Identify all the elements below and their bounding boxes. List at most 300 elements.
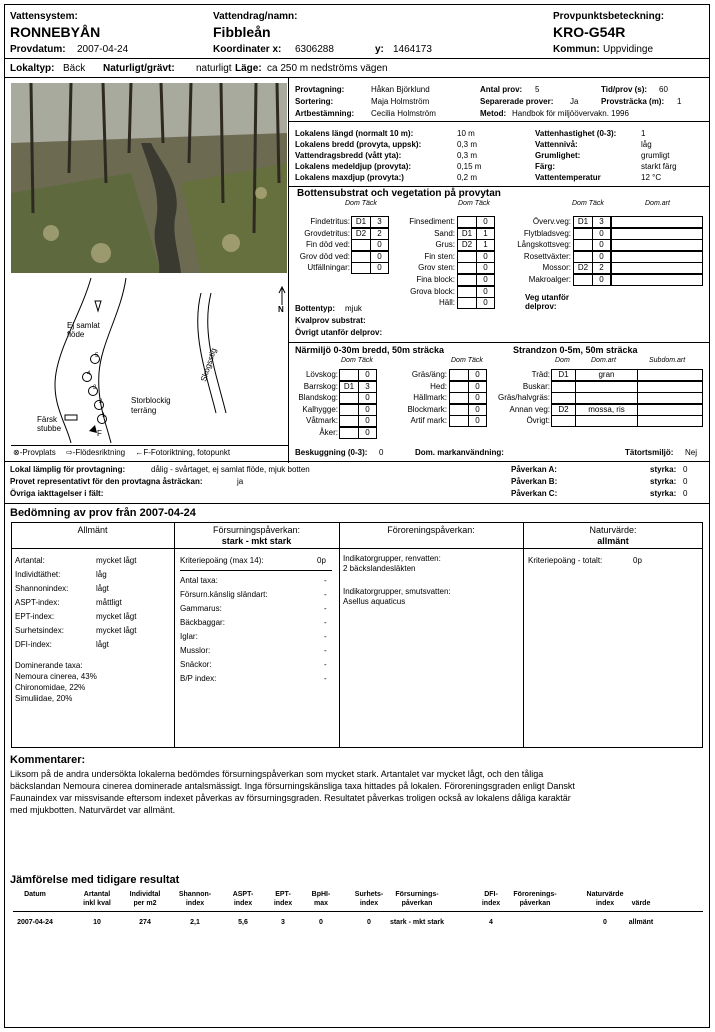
substrate-label: Flytbladsveg: bbox=[523, 228, 571, 238]
map-photo-point-label: F bbox=[97, 429, 102, 438]
vattensystem-value: RONNEBYÅN bbox=[10, 24, 101, 40]
jamf-header: Naturvärde bbox=[586, 891, 624, 898]
strand-subdom-header: Subdom.art bbox=[649, 357, 686, 364]
substrate-label: Hed: bbox=[430, 381, 447, 391]
provtagning-value: Håkan Björklund bbox=[371, 85, 430, 94]
narmiljo-domtack-2: Dom Täck bbox=[451, 357, 483, 364]
forsurning-label: Iglar: bbox=[180, 632, 198, 641]
strand-label: Buskar: bbox=[522, 381, 550, 391]
provdatum-value: 2007-04-24 bbox=[77, 44, 129, 55]
domart-cell bbox=[611, 274, 703, 286]
tatort-label: Tätortsmiljö: bbox=[625, 448, 674, 457]
tack-cell: 1 bbox=[476, 228, 495, 240]
substrate-label: Grus: bbox=[435, 240, 455, 250]
paverkan-c-label: Påverkan C: bbox=[511, 489, 558, 498]
allmant-label: EPT-index: bbox=[15, 612, 55, 621]
map-legend: ⊗-Provplats ⇨-Flödesriktning ←F-Fotoriktning, fotopunkt bbox=[13, 448, 231, 457]
sortering-label: Sortering: bbox=[295, 97, 334, 106]
measure2-label: Vattennivå: bbox=[535, 140, 578, 149]
kriteriepoang-label: Kriteriepoäng (max 14): bbox=[180, 556, 264, 565]
jamf-header-sub: påverkan bbox=[401, 900, 433, 907]
kommentarer-title: Kommentarer: bbox=[10, 754, 86, 766]
measure-label: Vattendragsbredd (vått yta): bbox=[295, 151, 402, 160]
jamf-header-sub: index bbox=[273, 900, 293, 907]
lamplig-value: dålig - svårtaget, ej samlat flöde, mjuk botten bbox=[151, 465, 310, 474]
map-label-stubbe: stubbe bbox=[37, 424, 62, 433]
substrate-label: Rosettväxter: bbox=[523, 251, 571, 261]
measure2-label: Grumlighet: bbox=[535, 151, 581, 160]
tack-cell: 0 bbox=[592, 239, 611, 251]
jamforelse-title: Jämförelse med tidigare resultat bbox=[10, 874, 180, 886]
forsurning-value: - bbox=[324, 674, 327, 683]
indikator-smutsvatten-value: Asellus aquaticus bbox=[343, 597, 406, 606]
forsurning-label: Musslor: bbox=[180, 646, 211, 655]
substrate-label: Åker: bbox=[319, 428, 338, 437]
domart-cell bbox=[611, 262, 703, 274]
jamf-header-sub: värde bbox=[631, 900, 651, 907]
measure-label: Lokalens längd (normalt 10 m): bbox=[295, 129, 414, 138]
dom-cell bbox=[457, 262, 477, 274]
tack-cell: 0 bbox=[358, 369, 377, 381]
map-point-1: 1 bbox=[102, 413, 106, 419]
tack-cell: 1 bbox=[476, 239, 495, 251]
forsurning-value: - bbox=[324, 576, 327, 585]
tack-cell: 2 bbox=[592, 262, 611, 274]
dom-cell: D1 bbox=[351, 216, 371, 228]
measure-label: Lokalens bredd (provyta, uppsk): bbox=[295, 140, 422, 149]
jamf-header: DFI- bbox=[484, 891, 498, 898]
jamf-header: Artantal bbox=[83, 891, 111, 898]
tack-cell: 0 bbox=[468, 404, 487, 416]
styrka-c-value: 0 bbox=[683, 489, 688, 498]
jamf-cell: allmänt bbox=[628, 919, 654, 926]
measure-value: 0,3 m bbox=[457, 140, 478, 149]
provdatum-label: Provdatum: bbox=[10, 44, 66, 55]
paverkan-b-label: Påverkan B: bbox=[511, 477, 558, 486]
kommentar-line-2: bäckslandan Nemoura cinerea dominerade antalsmässigt. Inga försurningskänsliga taxa hittades på lokalen. Föroreningsgraden enligt Danskt bbox=[10, 781, 575, 791]
tack-cell: 3 bbox=[592, 216, 611, 228]
kommun-label: Kommun: bbox=[553, 44, 600, 55]
substrate-label: Blandskog: bbox=[298, 393, 338, 403]
tack-cell: 0 bbox=[476, 251, 495, 263]
forsurning-label: Antal taxa: bbox=[180, 576, 218, 585]
indikator-renvatten-value: 2 bäckslandesläkten bbox=[343, 564, 416, 573]
tack-cell: 0 bbox=[370, 251, 389, 263]
map-label-ej-samlat: Ej samlat bbox=[67, 321, 100, 330]
strand-dom-cell bbox=[551, 392, 576, 404]
kommun-value: Uppvidinge bbox=[603, 44, 654, 55]
strand-art-cell bbox=[575, 415, 638, 427]
tack-cell: 0 bbox=[476, 274, 495, 286]
allmant-value: mycket lågt bbox=[96, 612, 137, 621]
lokaltyp-value: Bäck bbox=[63, 63, 86, 74]
dom-cell bbox=[457, 297, 477, 309]
site-photo bbox=[11, 83, 287, 273]
indikator-renvatten-label: Indikatorgrupper, renvatten: bbox=[343, 554, 441, 563]
jamf-header: Individtal bbox=[129, 891, 161, 898]
substrate-label: Blockmark: bbox=[407, 404, 447, 414]
naturvarde-grade: allmänt bbox=[597, 536, 629, 546]
lokaltyp-label: Lokaltyp: bbox=[10, 63, 55, 74]
bottentyp-label: Bottentyp: bbox=[295, 304, 335, 313]
substrate-label: Fin sten: bbox=[424, 251, 455, 261]
substrate-label: Grova block: bbox=[410, 286, 455, 296]
tack-cell: 2 bbox=[370, 228, 389, 240]
tack-cell: 0 bbox=[468, 369, 487, 381]
flow-arrow-icon: ⇨ bbox=[65, 448, 73, 457]
metod-value: Handbok för miljöövervakn. 1996 bbox=[512, 109, 629, 118]
dom-cell bbox=[339, 415, 359, 427]
styrka-b-value: 0 bbox=[683, 477, 688, 486]
map-point-4: 4 bbox=[87, 371, 91, 377]
kommentar-line-3: Faunaindex var missvisande eftersom indexet påverkas av försurningsgraden. Resultatet påverkas troligen också av lokalens dåliga karaktär bbox=[10, 793, 571, 803]
substrate-label: Hällmark: bbox=[413, 393, 447, 403]
forsurning-label: Bäckbaggar: bbox=[180, 618, 225, 627]
jamf-cell: 274 bbox=[139, 919, 151, 926]
jamf-cell: 0 bbox=[367, 919, 371, 926]
allmant-label: Individtäthet: bbox=[15, 570, 61, 579]
tack-cell: 0 bbox=[468, 415, 487, 427]
domart-cell bbox=[611, 216, 703, 228]
map-label-skogsstig: Skogsstig bbox=[199, 347, 219, 383]
strand-dom-cell bbox=[551, 415, 576, 427]
tack-cell: 0 bbox=[370, 239, 389, 251]
forsurning-value: - bbox=[324, 604, 327, 613]
forsurning-value: - bbox=[324, 632, 327, 641]
styrka-c-label: styrka: bbox=[650, 489, 677, 498]
strand-dom-cell: D1 bbox=[551, 369, 576, 381]
strand-label: Gräs/halvgräs: bbox=[497, 393, 550, 403]
forsurning-header: Försurningspåverkan: bbox=[212, 525, 301, 535]
lamplig-label: Lokal lämplig för provtagning: bbox=[10, 465, 126, 474]
allmant-value: låg bbox=[96, 570, 107, 579]
allmant-header: Allmänt bbox=[77, 525, 108, 535]
antal-prov-value: 5 bbox=[535, 85, 540, 94]
jamf-header: EPT- bbox=[275, 891, 291, 898]
allmant-value: mycket lågt bbox=[96, 556, 137, 565]
kommentar-line-4: med mjukbotten. Naturvärdet var allmänt. bbox=[10, 805, 176, 815]
dom-cell: D2 bbox=[457, 239, 477, 251]
domart-cell bbox=[611, 251, 703, 263]
domart-cell bbox=[611, 228, 703, 240]
measure2-value: 12 °C bbox=[641, 173, 662, 182]
strand-art-cell bbox=[575, 392, 638, 404]
provpunkt-label: Provpunktsbeteckning: bbox=[553, 11, 665, 22]
jamf-cell: 0 bbox=[319, 919, 323, 926]
koord-y-label: y: bbox=[375, 44, 384, 55]
metod-label: Metod: bbox=[480, 109, 507, 118]
jamf-header: Datum bbox=[24, 891, 46, 898]
provstracka-label: Provsträcka (m): bbox=[601, 97, 665, 106]
forsurning-label: B/P index: bbox=[180, 674, 217, 683]
measure2-value: 1 bbox=[641, 129, 646, 138]
taxa-2: Chironomidae, 22% bbox=[15, 683, 86, 692]
measure-label: Lokalens medeldjup (provyta): bbox=[295, 162, 412, 171]
substrate-label: Långskottsveg: bbox=[517, 240, 571, 250]
narmiljo-title: Närmiljö 0-30m bredd, 50m sträcka bbox=[295, 345, 445, 355]
strand-art-cell bbox=[575, 381, 638, 393]
fororening-header: Föroreningspåverkan: bbox=[387, 525, 475, 535]
tack-cell: 3 bbox=[358, 381, 377, 393]
iakttagelser-label: Övriga iakttagelser i fält: bbox=[10, 489, 104, 498]
substrate-label: Mossor: bbox=[542, 263, 571, 273]
dom-cell bbox=[457, 274, 477, 286]
measure-value: 0,15 m bbox=[457, 162, 482, 171]
allmant-value: lågt bbox=[96, 640, 109, 649]
measure2-value: låg bbox=[641, 140, 652, 149]
photo-arrow-icon: ← bbox=[135, 448, 144, 457]
jamf-header-sub: inkl kval bbox=[83, 900, 111, 907]
tack-cell: 0 bbox=[358, 392, 377, 404]
dom-cell bbox=[339, 427, 359, 439]
strand-label: Övrigt: bbox=[526, 416, 550, 426]
substrate-label: Finsediment: bbox=[409, 217, 455, 226]
dom-cell bbox=[573, 251, 593, 263]
forsurning-value: - bbox=[324, 618, 327, 627]
tack-cell: 0 bbox=[468, 381, 487, 393]
allmant-value: lågt bbox=[96, 584, 109, 593]
dom-cell bbox=[457, 286, 477, 298]
forsurning-value: - bbox=[324, 646, 327, 655]
bottensubstrat-title: Bottensubstrat och vegetation på provytan bbox=[297, 188, 501, 199]
jamf-header-sub: index bbox=[359, 900, 379, 907]
provstracka-value: 1 bbox=[677, 97, 682, 106]
styrka-a-value: 0 bbox=[683, 465, 688, 474]
forsurning-value: - bbox=[324, 590, 327, 599]
substrate-label: Våtmark: bbox=[305, 416, 338, 426]
allmant-label: ASPT-index: bbox=[15, 598, 60, 607]
substrate-label: Makroalger: bbox=[528, 275, 571, 284]
kriteriepoang-value: 0p bbox=[317, 556, 326, 565]
forsurning-grade: stark - mkt stark bbox=[221, 536, 292, 546]
vattendrag-value: Fibbleån bbox=[213, 24, 271, 40]
map-point-3: 3 bbox=[93, 385, 97, 391]
provplats-icon: ⊗ bbox=[13, 448, 20, 457]
vattendrag-label: Vattendrag/namn: bbox=[213, 11, 298, 22]
bedomning-title: Bedömning av prov från 2007-04-24 bbox=[10, 507, 196, 519]
artbestamning-label: Artbestämning: bbox=[295, 109, 355, 118]
koord-x-value: 6306288 bbox=[295, 44, 334, 55]
domtack-header-3: Dom Täck bbox=[572, 200, 604, 207]
measure2-label: Vattenhastighet (0-3): bbox=[535, 129, 617, 138]
substrate-label: Grov död ved: bbox=[299, 251, 350, 261]
styrka-b-label: styrka: bbox=[650, 477, 677, 486]
lage-value: ca 250 m nedströms vägen bbox=[267, 63, 388, 74]
substrate-label: Fina block: bbox=[416, 275, 455, 284]
dom-cell bbox=[573, 228, 593, 240]
strand-sub-cell bbox=[637, 404, 703, 416]
map-label-flode: flöde bbox=[67, 330, 85, 339]
tack-cell: 0 bbox=[476, 297, 495, 309]
dominerande-taxa-label: Dominerande taxa: bbox=[15, 661, 83, 670]
jamf-cell: 4 bbox=[489, 919, 493, 926]
jamf-cell: 10 bbox=[93, 919, 101, 926]
separerade-label: Separerade prover: bbox=[480, 97, 554, 106]
jamf-cell: 2007-04-24 bbox=[17, 919, 53, 926]
measure-value: 10 m bbox=[457, 129, 475, 138]
allmant-label: Shannonindex: bbox=[15, 584, 69, 593]
substrate-label: Sand: bbox=[434, 228, 455, 238]
measure2-label: Färg: bbox=[535, 162, 555, 171]
koord-y-value: 1464173 bbox=[393, 44, 432, 55]
beskuggning-value: 0 bbox=[379, 448, 384, 457]
domart-cell bbox=[611, 239, 703, 251]
strandzon-title: Strandzon 0-5m, 50m sträcka bbox=[513, 345, 638, 355]
map-label-terrang: terräng bbox=[131, 406, 157, 415]
measure-value: 0,2 m bbox=[457, 173, 478, 182]
representativt-value: ja bbox=[237, 477, 244, 486]
tid-prov-label: Tid/prov (s): bbox=[601, 85, 648, 94]
tack-cell: 0 bbox=[592, 228, 611, 240]
allmant-label: Surhetsindex: bbox=[15, 626, 64, 635]
domart-header: Dom.art bbox=[645, 200, 670, 207]
substrate-label: Artif mark: bbox=[410, 416, 447, 426]
strand-domart-header: Dom.art bbox=[591, 357, 616, 364]
tack-cell: 0 bbox=[476, 216, 495, 228]
jamf-header-sub: index bbox=[481, 900, 501, 907]
north-arrow-label: N bbox=[278, 305, 284, 314]
map-point-5: 5 bbox=[95, 353, 99, 359]
tack-cell: 0 bbox=[370, 262, 389, 274]
kommentar-line-1: Liksom på de andra undersökta lokalerna bedömdes försurningspåverkan som mycket stark. Artantalet var mycket lågt, och den tåliga bbox=[10, 769, 544, 779]
bottentyp-value: mjuk bbox=[345, 304, 362, 313]
strand-label: Träd: bbox=[531, 370, 550, 379]
provtagning-label: Provtagning: bbox=[295, 85, 345, 94]
naturligt-label: Naturligt/grävt: bbox=[103, 63, 175, 74]
domtack-header-2: Dom Täck bbox=[458, 200, 490, 207]
tack-cell: 0 bbox=[358, 404, 377, 416]
dom-cell bbox=[339, 369, 359, 381]
jamf-header-sub: per m2 bbox=[133, 900, 157, 907]
strand-label: Annan veg: bbox=[509, 404, 550, 414]
measure-value: 0,3 m bbox=[457, 151, 478, 160]
measure-label: Lokalens maxdjup (provyta:) bbox=[295, 173, 404, 182]
substrate-label: Findetritus: bbox=[310, 217, 350, 226]
substrate-label: Kalhygge: bbox=[302, 404, 338, 414]
jamf-header: Surhets- bbox=[354, 891, 384, 898]
strand-dom-cell: D2 bbox=[551, 404, 576, 416]
artbestamning-value: Cecilia Holmström bbox=[371, 109, 436, 118]
jamf-cell: 2,1 bbox=[190, 919, 200, 926]
strand-dom-header: Dom bbox=[555, 357, 570, 364]
forsurning-label: Gammarus: bbox=[180, 604, 222, 613]
kvalprov-label: Kvalprov substrat: bbox=[295, 316, 366, 325]
forsurning-value: - bbox=[324, 660, 327, 669]
dom-cell: D2 bbox=[351, 228, 371, 240]
substrate-label: Grovdetritus: bbox=[304, 228, 350, 238]
jamf-cell: 0 bbox=[603, 919, 607, 926]
dom-cell bbox=[573, 239, 593, 251]
paverkan-a-label: Påverkan A: bbox=[511, 465, 557, 474]
jamf-header: Förorenings- bbox=[513, 891, 557, 898]
jamf-header: Försurnings- bbox=[395, 891, 439, 898]
tack-cell: 3 bbox=[370, 216, 389, 228]
substrate-label: Lövskog: bbox=[305, 370, 338, 379]
strand-sub-cell bbox=[637, 415, 703, 427]
lage-label: Läge: bbox=[235, 63, 262, 74]
jamf-header-sub: index bbox=[595, 900, 615, 907]
report-page bbox=[4, 4, 710, 1028]
measure2-label: Vattentemperatur bbox=[535, 173, 601, 182]
allmant-label: DFI-index: bbox=[15, 640, 52, 649]
tack-cell: 0 bbox=[476, 286, 495, 298]
dom-cell: D1 bbox=[457, 228, 477, 240]
allmant-label: Artantal: bbox=[15, 556, 45, 565]
jamf-header: BpHI- bbox=[311, 891, 331, 898]
tid-prov-value: 60 bbox=[659, 85, 668, 94]
map-label-storblock: Storblockig bbox=[131, 396, 171, 405]
forsurning-label: Försurn.känslig sländart: bbox=[180, 590, 268, 599]
substrate-label: Fin död ved: bbox=[305, 240, 350, 250]
substrate-label: Överv.veg: bbox=[532, 217, 571, 226]
ovrigt-utanfor-label: Övrigt utanför delprov: bbox=[295, 328, 383, 337]
markanvandning-label: Dom. markanvändning: bbox=[415, 448, 504, 457]
domtack-header-1: Dom Täck bbox=[345, 200, 377, 207]
jamf-header: Shannon- bbox=[178, 891, 212, 898]
tatort-value: Nej bbox=[685, 448, 698, 457]
strand-art-cell: mossa, ris bbox=[575, 404, 638, 416]
provpunkt-value: KRO-G54R bbox=[553, 24, 626, 40]
substrate-label: Grov sten: bbox=[418, 263, 455, 273]
strand-sub-cell bbox=[637, 392, 703, 404]
naturvarde-header: Naturvärde: bbox=[589, 525, 637, 535]
substrate-label: Gräs/äng: bbox=[411, 370, 447, 379]
separerade-value: Ja bbox=[570, 97, 579, 106]
map-point-2: 2 bbox=[99, 399, 103, 405]
beskuggning-label: Beskuggning (0-3): bbox=[295, 448, 368, 457]
tack-cell: 0 bbox=[358, 415, 377, 427]
narmiljo-domtack-1: Dom Täck bbox=[341, 357, 373, 364]
taxa-3: Simuliidae, 20% bbox=[15, 694, 73, 703]
jamf-cell: 3 bbox=[281, 919, 285, 926]
jamf-header: ASPT- bbox=[232, 891, 254, 898]
substrate-label: Häll: bbox=[438, 298, 455, 308]
jamf-header-sub: index bbox=[185, 900, 205, 907]
jamf-cell: stark - mkt stark bbox=[389, 919, 445, 926]
dom-cell bbox=[339, 392, 359, 404]
strand-art-cell: gran bbox=[575, 369, 638, 381]
map-label-farsk: Färsk bbox=[37, 415, 57, 424]
dom-cell bbox=[573, 274, 593, 286]
measure2-value: grumligt bbox=[641, 151, 670, 160]
naturligt-value: naturligt bbox=[196, 63, 232, 74]
measure2-value: starkt färg bbox=[641, 162, 677, 171]
substrate-label: Barrskog: bbox=[303, 381, 338, 391]
forsurning-label: Snäckor: bbox=[180, 660, 212, 669]
sortering-value: Maja Holmström bbox=[371, 97, 430, 106]
strand-dom-cell bbox=[551, 381, 576, 393]
tack-cell: 0 bbox=[468, 392, 487, 404]
substrate-label: Utfällningar: bbox=[307, 263, 350, 273]
tack-cell: 0 bbox=[476, 262, 495, 274]
strand-sub-cell bbox=[637, 381, 703, 393]
naturvarde-krit-label: Kriteriepoäng - totalt: bbox=[528, 556, 603, 565]
jamf-header-sub: index bbox=[233, 900, 253, 907]
dom-cell: D2 bbox=[573, 262, 593, 274]
dom-cell: D1 bbox=[573, 216, 593, 228]
jamf-header-sub: påverkan bbox=[519, 900, 551, 907]
allmant-value: mycket lågt bbox=[96, 626, 137, 635]
dom-cell bbox=[457, 251, 477, 263]
dom-cell bbox=[457, 216, 477, 228]
taxa-1: Nemoura cinerea, 43% bbox=[15, 672, 97, 681]
representativt-label: Provet representativt för den provtagna åsträckan: bbox=[10, 477, 203, 486]
naturvarde-krit-value: 0p bbox=[633, 556, 642, 565]
jamf-cell: 5,6 bbox=[238, 919, 248, 926]
jamf-header-sub: max bbox=[313, 900, 328, 907]
koord-x-label: Koordinater x: bbox=[213, 44, 282, 55]
antal-prov-label: Antal prov: bbox=[480, 85, 523, 94]
